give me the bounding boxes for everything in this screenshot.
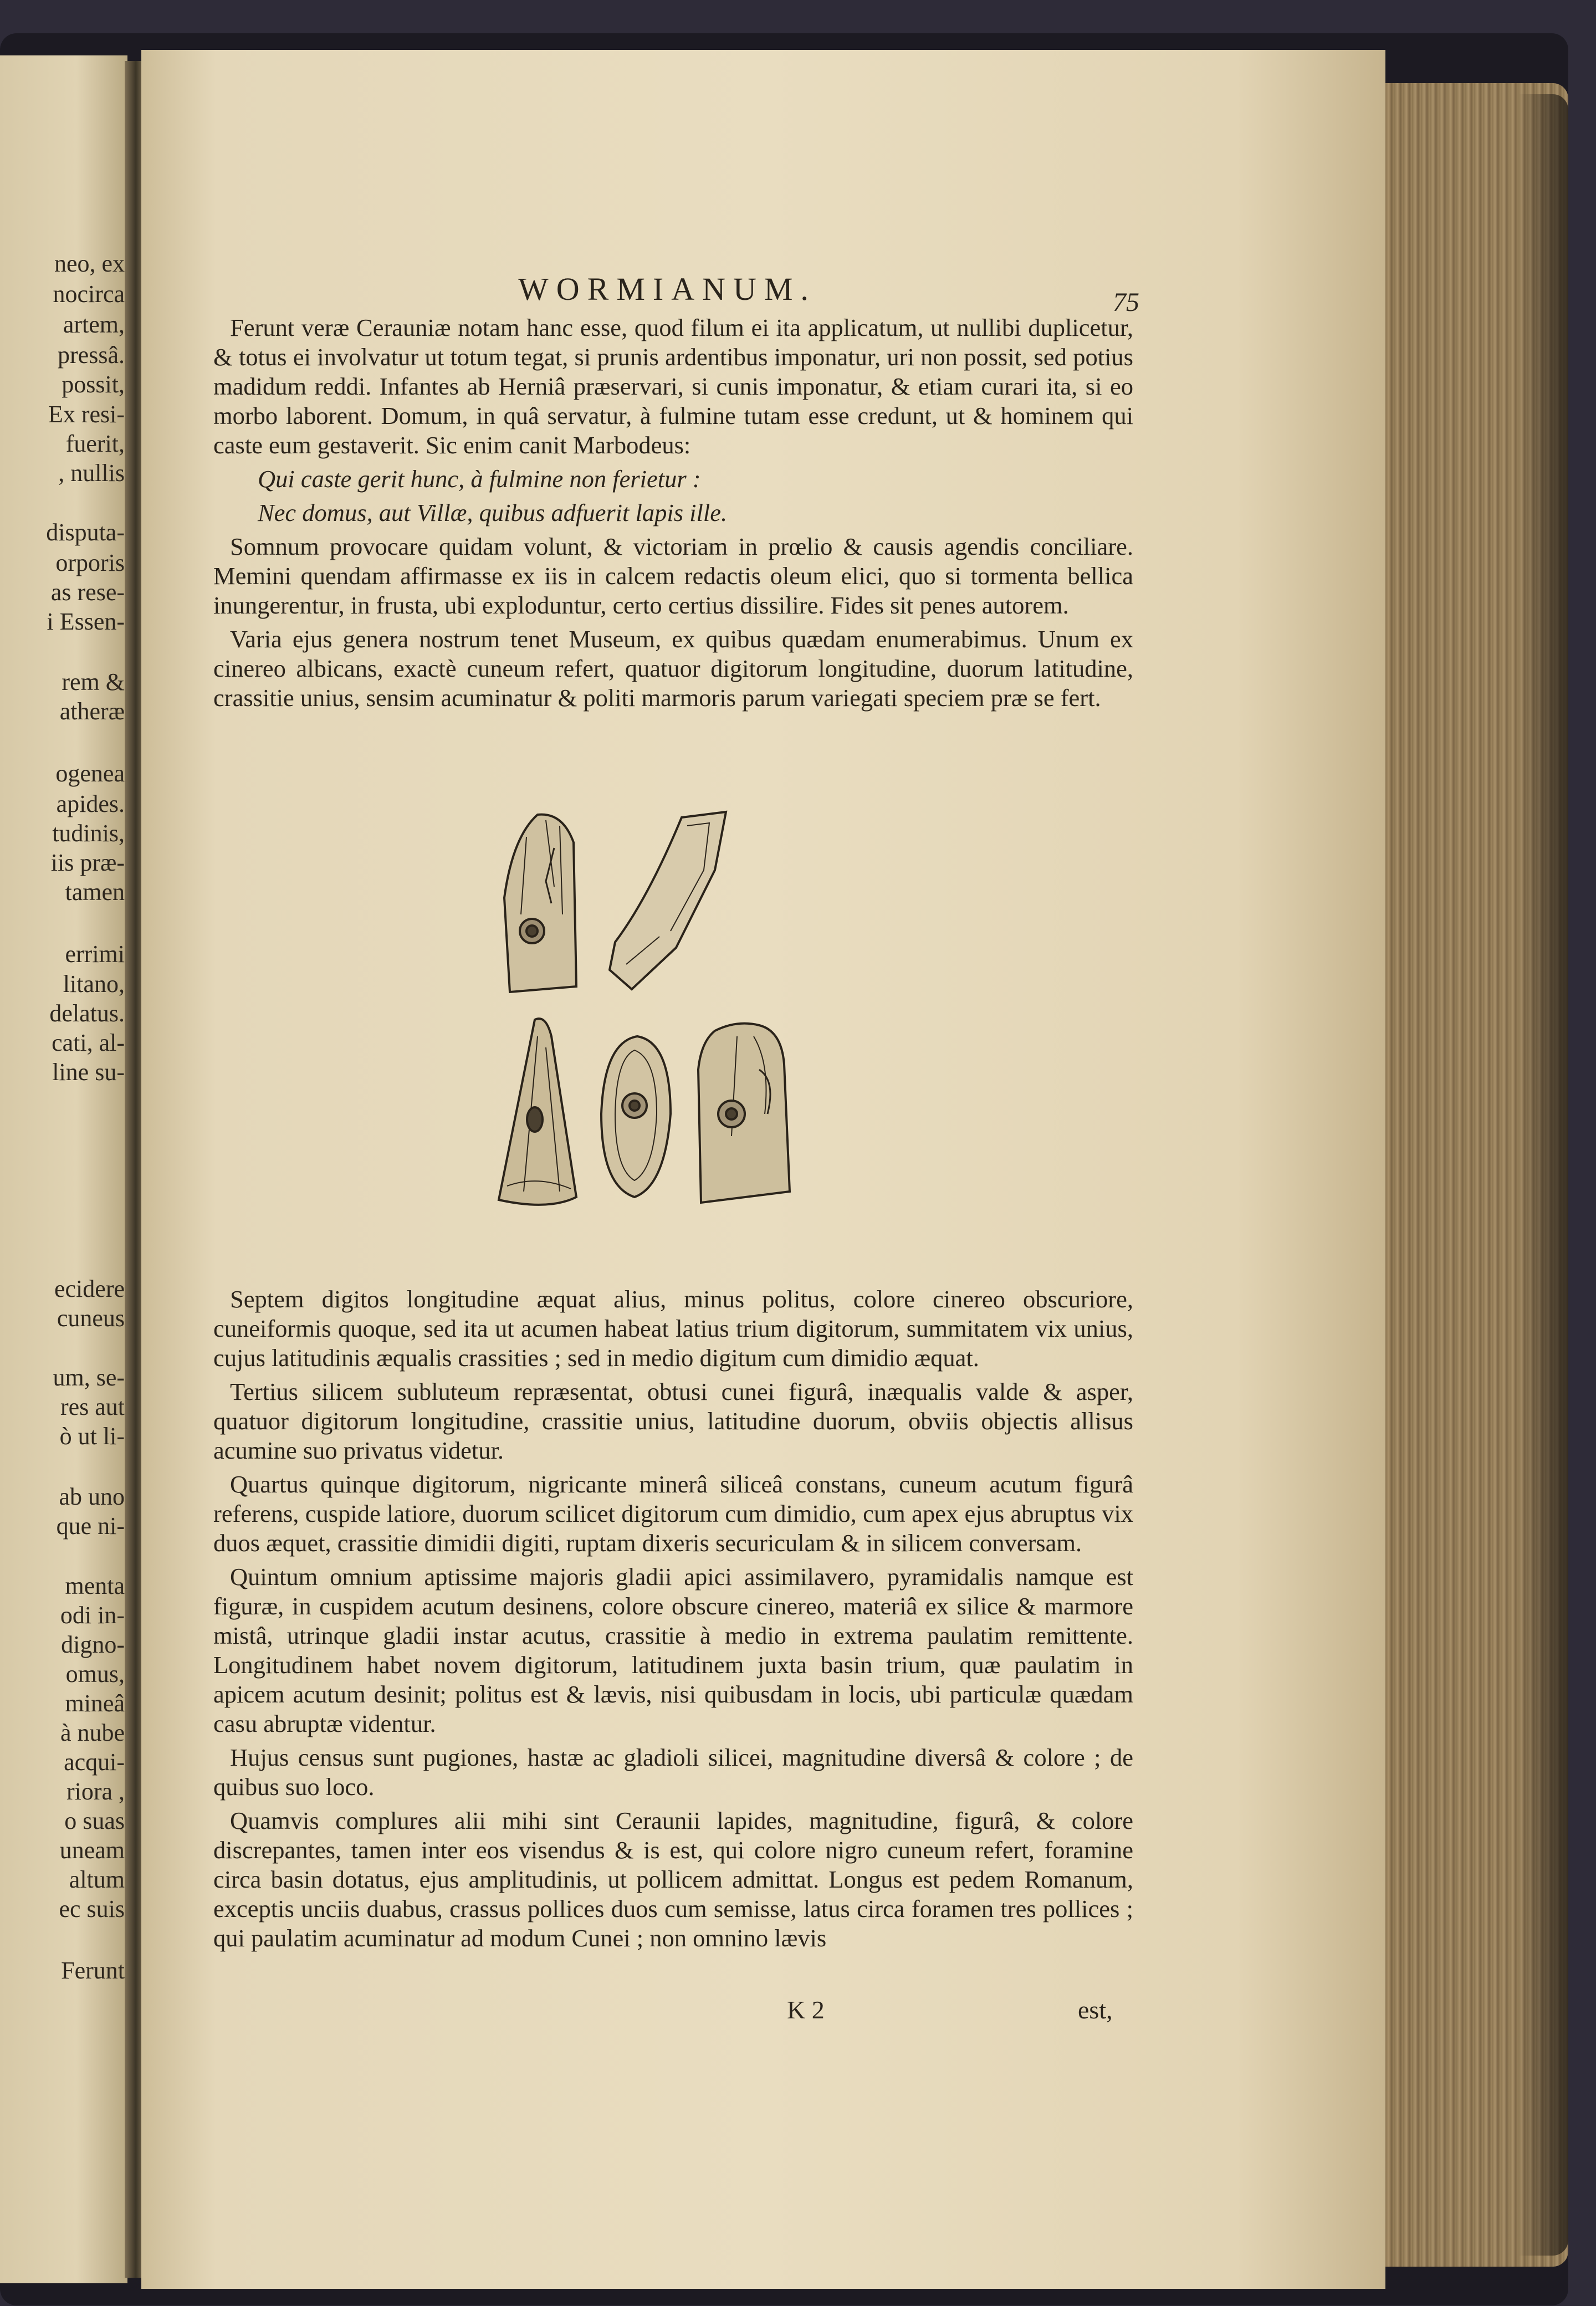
left-page-text-fragment: altum (69, 1866, 125, 1893)
left-page-text-fragment: litano, (63, 970, 125, 998)
left-page-text-fragment: as rese- (50, 579, 125, 606)
left-page-text-fragment: atheræ (59, 698, 125, 725)
catchword: est, (1078, 1996, 1113, 2024)
left-page-text-fragment: ab uno (59, 1483, 125, 1510)
left-page-text-fragment: mineâ (65, 1690, 125, 1717)
left-page-text-fragment: errimi (65, 940, 125, 968)
left-page-text-fragment: o suas (64, 1807, 125, 1834)
left-page-text-fragment: tamen (65, 878, 125, 906)
left-page-text-fragment: orporis (55, 549, 125, 576)
page-number: 75 (1113, 288, 1139, 317)
left-page-text-fragment: um, se- (53, 1364, 125, 1391)
upper-text-block (213, 313, 1133, 717)
left-page-text-fragment: cati, al- (52, 1029, 125, 1056)
left-page-text-fragment: ogenea (55, 760, 125, 787)
left-page-text-fragment: ec suis (59, 1895, 125, 1922)
paragraph: Quamvis complures alii mihi sint Ceraunii lapides, magnitudine, figurâ, & colore discrepantes, tamen inter eos visendus & is est, qui colore nigro cuneum refert, foramine circa basin dotatus, ejus amplitudinis, ut pollicem admittat. Longus est pedem Romanum, exceptis unciis duabus, crassus pollices duos cum semisse, latus circa foramen tres pollices ; qui paulatim acuminatur ad modum Cunei ; non omnino lævis (213, 1807, 1133, 1952)
left-page-text-fragment: disputa- (46, 519, 125, 546)
stone-one (504, 815, 576, 992)
stone-three (499, 1019, 576, 1205)
left-page-text-fragment: fuerit, (65, 430, 125, 457)
left-page-text-fragment: menta (65, 1572, 125, 1599)
paragraph: Septem digitos longitudine æquat alius, minus politus, colore cinereo obscuriore, cuneiformis quoque, sed ita ut acumen habeat latius trium digitorum, summitatem vix unius, cujus latitudinis æqualis crassities ; sed in medio digitum cum dimidio æquat. (213, 1285, 1133, 1372)
left-page-text-fragment: uneam (59, 1837, 125, 1864)
left-page-text-fragment: delatus. (49, 1000, 125, 1027)
left-page-text-fragment: iis præ- (50, 849, 125, 876)
stone-four (601, 1036, 671, 1197)
left-page-edge (0, 55, 127, 2283)
left-page-text-fragment: i Essen- (47, 608, 125, 635)
verse-line: Nec domus, aut Villæ, quibus adfuerit lapis ille. (258, 499, 728, 526)
stone-two (610, 812, 726, 989)
left-page-text-fragment: ò ut li- (59, 1423, 125, 1450)
left-page-text-fragment: , nullis (58, 459, 125, 487)
left-page-text-fragment: nocirca (53, 280, 125, 308)
signature-mark: K 2 (787, 1996, 825, 2024)
paragraph: Tertius silicem subluteum repræsentat, obtusi cunei figurâ, inæqualis valde & asper, quatuor digitorum longitudine, crassitie unius, latitudine duorum, obviis objectis allisus acumine suo privatus videtur. (213, 1378, 1133, 1464)
fore-edge-shadow (1518, 94, 1568, 2256)
left-page-text-fragment: digno- (61, 1631, 125, 1658)
left-page-text-fragment: pressâ. (58, 341, 125, 369)
left-page-text-fragment: à nube (60, 1719, 125, 1746)
ceraunia-stones-woodcut (493, 804, 859, 1247)
paragraph: Ferunt veræ Cerauniæ notam hanc esse, quod filum ei ita applicatum, ut nullibi duplicetur, & totus ei involvatur ut totum tegat, si prunis ardentibus imponatur, uri non possit, sed potius madidum reddi. Infantes ab Herniâ præservari, si cunis imponatur, & etiam curari ita, si eo morbo laborent. Domum, in quâ servatur, à fulmine tutam esse credunt, ut & hominem qui caste eum gestaverit. Sic enim canit Marbodeus: (213, 314, 1133, 459)
left-page-text-fragment: possit, (62, 371, 125, 398)
stone-five (698, 1024, 790, 1203)
lower-text-block (213, 1285, 1133, 1957)
paragraph: Quartus quinque digitorum, nigricante minerâ siliceâ constans, cuneum acutum figurâ referens, cuspide latiore, duorum scilicet digitorum cum dimidio, cum apex ejus abruptus vix duos æquet, crassitie dimidii digiti, ruptam dixeris securiculam & in silicem conversam. (213, 1470, 1133, 1557)
left-page-text-fragment: res aut (60, 1393, 125, 1420)
left-page-text-fragment: acqui- (64, 1748, 125, 1776)
left-page-text-fragment: neo, ex (54, 250, 125, 277)
left-page-text-fragment: ecidere (54, 1275, 125, 1302)
left-page-text-fragment: apides. (56, 790, 125, 817)
paragraph: Somnum provocare quidam volunt, & victoriam in prœlio & causis agendis conciliare. Memini quendam affirmasse ex iis in calcem redactis oleum elici, quo si tormenta bellica inungerentur, in frusta, ubi exploduntur, certo certius dissilire. Fides sit penes autorem. (213, 533, 1133, 619)
paragraph: Quintum omnium aptissime majoris gladii apici assimilavero, pyramidalis namque est figuræ, in cuspidem acutum desinens, colore obscure cinereo, materiâ ex silice & marmore mistâ, utrinque gladii instar acutus, crassitie à medio in extrema paulatim remittente. Longitudinem habet novem digitorum, latitudinem juxta basin trium, quæ paulatim in apicem acutum desinit; politus est & lævis, nisi quibusdam in locis, ubi particulæ quædam casu abruptæ videntur. (213, 1563, 1133, 1737)
paragraph: Hujus census sunt pugiones, hastæ ac gladioli silicei, magnitudine diversâ & colore ; de quibus suo loco. (213, 1743, 1133, 1801)
running-head: WORMIANUM. (518, 271, 816, 307)
left-page-text-fragment: odi in- (60, 1602, 125, 1629)
left-page-text-fragment: que ni- (56, 1512, 125, 1540)
paragraph: Varia ejus genera nostrum tenet Museum, ex quibus quædam enumerabimus. Unum ex cinereo albicans, exactè cuneum refert, quatuor digitorum longitudine, duorum latitudine, crassitie unius, sensim acuminatur & politi marmoris parum variegati speciem præ se fert. (213, 625, 1133, 712)
left-page-text-fragment: rem & (62, 668, 125, 696)
left-page-text-fragment: cuneus (57, 1305, 125, 1332)
left-page-text-fragment: tudinis, (52, 820, 125, 847)
left-page-text-fragment: omus, (65, 1660, 125, 1688)
left-page-text-fragment: Ex resi- (48, 401, 125, 428)
left-page-text-fragment: artem, (63, 311, 125, 338)
left-page-text-fragment: Ferunt (61, 1957, 125, 1984)
verse-line: Qui caste gerit hunc, à fulmine non ferietur : (258, 465, 701, 493)
left-page-text-fragment: line su- (52, 1059, 125, 1086)
left-page-text-fragment: riora , (66, 1778, 125, 1805)
